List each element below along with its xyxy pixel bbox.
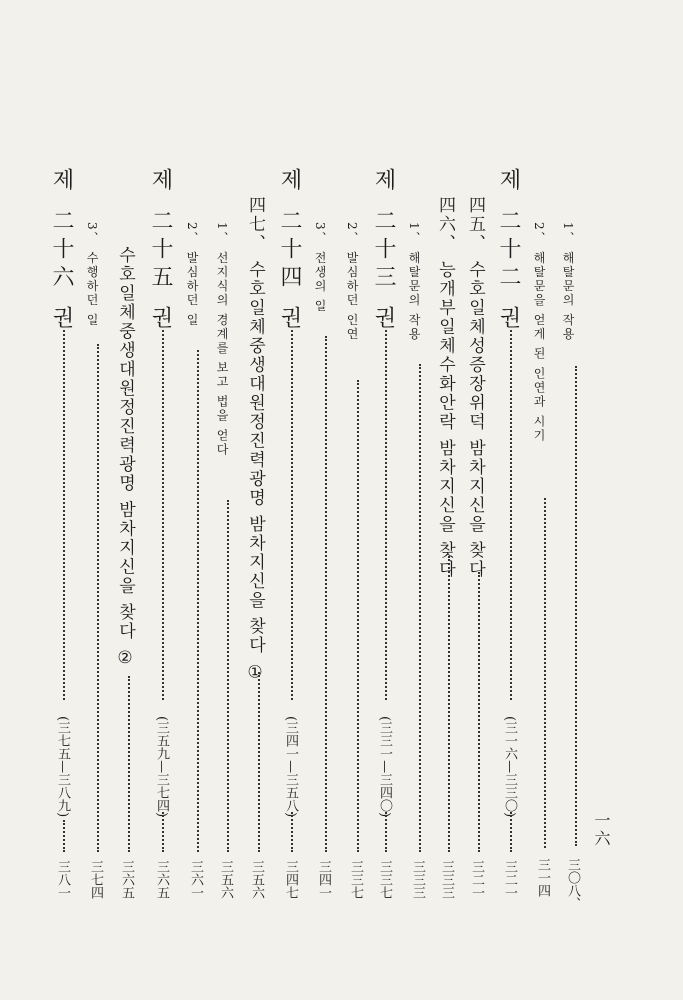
- volume-range: (三五九—三七四): [154, 716, 169, 818]
- leader-dots: [63, 820, 65, 852]
- page-ref: 三六五: [154, 860, 169, 899]
- page-ref: 三五六: [218, 860, 233, 899]
- page-ref: 三八一: [55, 860, 70, 899]
- page-ref: 三一四: [535, 858, 550, 897]
- leader-dots: [128, 676, 130, 852]
- leader-dots: [448, 556, 450, 852]
- leader-dots: [575, 366, 577, 846]
- page-ref: 三三三: [439, 860, 454, 899]
- toc-entry: 四六、 능개부일체수화안락 밤차지신을 찾다: [435, 196, 455, 580]
- toc-entry: 四七、 수호일체중생대원정진력광명 밤차지신을 찾다 ①: [245, 196, 265, 685]
- leader-dots: [478, 572, 480, 852]
- leader-dots: [510, 330, 512, 700]
- leader-dots: [385, 812, 387, 852]
- toc-entry: 2、 해탈문을 얻게 된 인연과 시기: [532, 222, 546, 443]
- leader-dots: [291, 330, 293, 700]
- volume-range: (三七五—三八九): [55, 716, 70, 818]
- leader-dots: [325, 336, 327, 852]
- page-ref: 三〇八、: [565, 858, 580, 910]
- toc-entry: 1、 선지식의 경계를 보고 법을 얻다: [215, 222, 229, 457]
- toc-entry: 1、 해탈문의 작용: [561, 222, 575, 342]
- page-ref: 三七四: [88, 860, 103, 899]
- toc-entry: 四五、 수호일체성증장위덕 밤차지신을 찾다: [465, 196, 485, 580]
- page-ref: 三三三: [410, 860, 425, 899]
- leader-dots: [162, 330, 164, 700]
- volume-heading: 제 二十五 권: [148, 168, 173, 334]
- volume-heading: 제 二十六 권: [49, 168, 74, 334]
- toc-entry: 1、 해탈문의 작용: [407, 222, 421, 342]
- page-ref: 三二一: [502, 860, 517, 899]
- page-ref: 三四七: [283, 860, 298, 899]
- toc-entry: 수호일체중생대원정진력광명 밤차지신을 찾다 ②: [115, 246, 135, 671]
- page-ref: 三三七: [348, 860, 363, 899]
- page-ref: 三四一: [316, 860, 331, 899]
- page-number: 一六: [592, 812, 611, 848]
- volume-range: (三一六—三三〇): [502, 716, 517, 818]
- volume-heading: 제 二十四 권: [277, 168, 302, 334]
- toc-entry: 2、 발심하던 일: [185, 222, 199, 328]
- leader-dots: [227, 500, 229, 852]
- volume-range: (三四一—三五八): [283, 716, 298, 818]
- leader-dots: [385, 330, 387, 700]
- page-ref: 三五六: [249, 860, 264, 899]
- volume-range: (三三一—三四〇): [377, 716, 392, 818]
- leader-dots: [258, 672, 260, 852]
- page-ref: 三六一: [188, 860, 203, 899]
- leader-dots: [291, 812, 293, 852]
- page-ref: 三三七: [377, 860, 392, 899]
- leader-dots: [510, 812, 512, 852]
- toc-entry: 3、 전생의 일: [313, 222, 327, 314]
- page-ref: 三六五: [119, 860, 134, 899]
- leader-dots: [63, 330, 65, 700]
- leader-dots: [97, 344, 99, 852]
- volume-heading: 제 二十三 권: [371, 168, 396, 334]
- toc-entry: 3、 수행하던 일: [85, 222, 99, 328]
- leader-dots: [357, 380, 359, 852]
- leader-dots: [197, 350, 199, 852]
- page-ref: 三二一: [469, 860, 484, 899]
- leader-dots: [544, 498, 546, 848]
- leader-dots: [162, 812, 164, 852]
- toc-entry: 2、 발심하던 인연: [345, 222, 359, 342]
- volume-heading: 제 二十二 권: [496, 168, 521, 334]
- leader-dots: [419, 364, 421, 852]
